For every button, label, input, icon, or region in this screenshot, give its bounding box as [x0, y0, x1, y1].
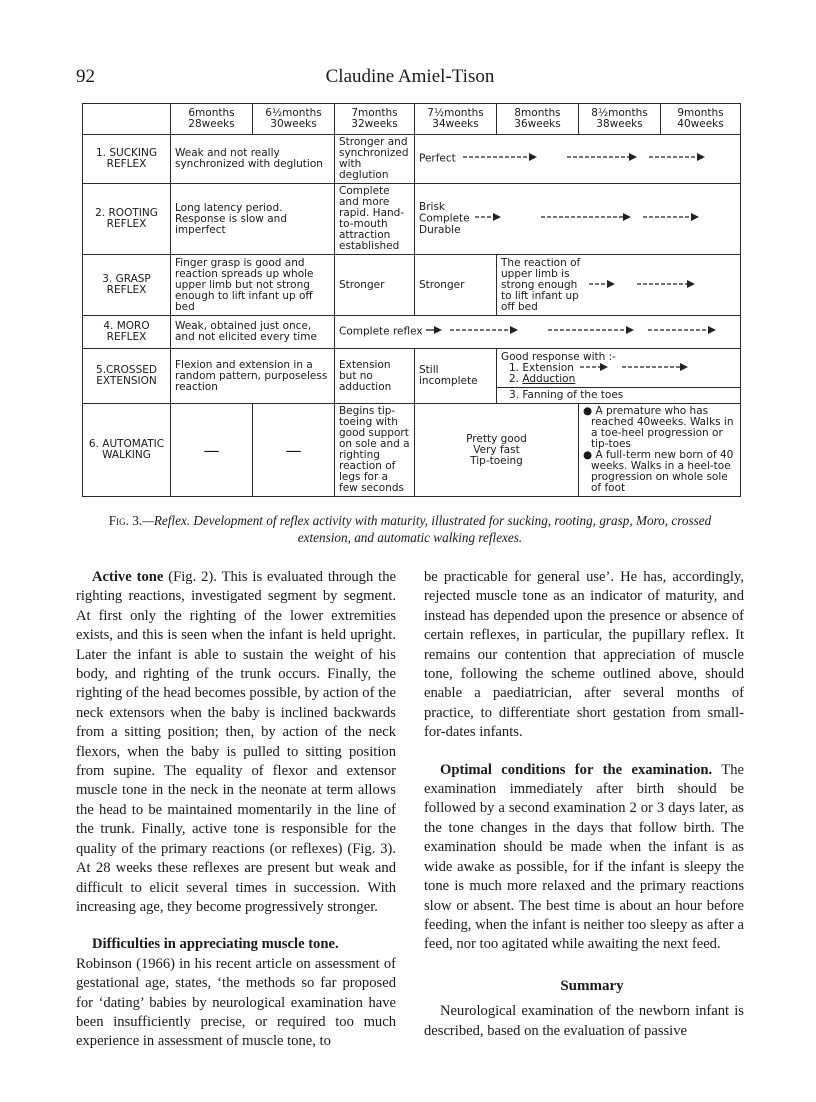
table-cell: Begins tip-toeing with good support on sole and a righting reaction of legs for a few seconds	[335, 404, 415, 497]
table-cell: Stronger	[335, 255, 415, 316]
table-cell: The reaction of upper limb is strong enough to lift infant up off bed	[497, 255, 741, 316]
table-row-moro	[83, 316, 741, 349]
page-header	[76, 66, 744, 96]
table-cell: Weak, obtained just once, and not elicited every time	[171, 316, 335, 349]
column-header: 6½months 30weeks	[253, 104, 335, 135]
table-cell: Flexion and extension in a random pattern, purposeless reaction	[171, 349, 335, 404]
dashed-arrow-icon	[473, 213, 699, 224]
row-label: 1. SUCKING REFLEX	[83, 135, 171, 184]
table-cell: —	[253, 404, 335, 497]
row-label: 5.CROSSED EXTENSION	[83, 349, 171, 404]
column-header: 7½months 34weeks	[415, 104, 497, 135]
table-cell: Stronger	[415, 255, 497, 316]
table-cell: Stronger and synchronized with deglution	[335, 135, 415, 184]
dashed-arrow-icon	[426, 326, 726, 337]
section-heading: Summary	[560, 977, 624, 994]
column-header: 7months 32weeks	[335, 104, 415, 135]
figure-caption: Fig. 3.—Reflex. Development of reflex activity with maturity, illustrated for sucking, rooting, grasp, Moro, crossed extension, and automatic walking reflexes.	[108, 513, 712, 545]
bullet-item: ● A full-term new born of 40 weeks. Walks in a heel-toe progression on whole sole of foot	[583, 449, 734, 494]
table-row-grasp	[83, 255, 741, 316]
row-label: 2. ROOTING REFLEX	[83, 184, 171, 255]
corner-cell	[83, 104, 171, 135]
table-row-rooting	[83, 184, 741, 255]
table-cell: Pretty good Very fast Tip-toeing	[415, 404, 579, 497]
right-column	[424, 568, 744, 1041]
dashed-arrow-icon	[459, 153, 705, 164]
bullet-item: ● A premature who has reached 40weeks. Walks in a toe-heel progression or tip-toes	[583, 405, 734, 450]
column-header: 6months 28weeks	[171, 104, 253, 135]
page-number: 92	[76, 66, 95, 87]
column-header: 9months 40weeks	[661, 104, 741, 135]
table-cell: Complete reflex	[335, 316, 741, 349]
column-header: 8months 36weeks	[497, 104, 579, 135]
row-label: 4. MORO REFLEX	[83, 316, 171, 349]
table-header-row	[83, 104, 741, 135]
table-row-crossed-extension	[83, 349, 741, 404]
paragraph: Optimal conditions for the examination. The examination immediately after birth should be followed by a second examination 2 or 3 days later, as the tone changes in the days that follow birth. The examination should be made when the infant is as wide awake as possible, for if the infant is sleepy the tone is much more relaxed and the primary reactions slow or absent. The best time is about an hour before feeding, when the infant is neither too sleepy as after a feed, nor too agitated while awaiting the next feed.	[424, 761, 744, 953]
table-cell: Extension but no adduction	[335, 349, 415, 404]
dashed-arrow-icon	[587, 280, 697, 291]
row-label: 3. GRASP REFLEX	[83, 255, 171, 316]
table-cell: Perfect	[415, 135, 741, 184]
paragraph: Difficulties in appreciating muscle tone.	[92, 936, 339, 953]
paragraph: Neurological examination of the newborn infant is described, based on the evaluation of passive	[424, 1003, 744, 1039]
dashed-arrow-icon	[578, 363, 690, 374]
column-header: 8½months 38weeks	[579, 104, 661, 135]
paragraph: Robinson (1966) in his recent article on assessment of gestational age, states, ‘the methods so far proposed for ‘dating’ babies by neurological examination have been insufficiently precise, or required too much experience in assessment of muscle tone, to	[76, 955, 396, 1050]
row-label: 6. AUTOMATIC WALKING	[83, 404, 171, 497]
reflex-table	[82, 103, 741, 497]
table-cell: Complete and more rapid. Hand-to-mouth attraction established	[335, 184, 415, 255]
table-cell: Long latency period. Response is slow and imperfect	[171, 184, 335, 255]
table-cell: Weak and not really synchronized with deglution	[171, 135, 335, 184]
paragraph: Active tone (Fig. 2). This is evaluated through the righting reactions, investigated segment by segment. At first only the righting of the lower extremities exists, and this is seen when the infant is held upright. Later the infant is able to sustain the weight of his body, and righting of the trunk occurs. Finally, the righting of the head becomes possible, by action of the neck extensors when the baby is inclined backwards from a sitting position; then, by action of the neck flexors, when the baby is pulled to sitting position from supine. The equality of flexor and extensor muscle tone in the neck in the neonate at term allows the head to be maintained momentarily in the line of the trunk. Finally, active tone is responsible for the quality of the primary reactions (or reflexes) (Fig. 3). At 28 weeks these reflexes are present but weak and difficult to elicit several times in succession. With increasing age, they become progressively stronger.	[76, 569, 396, 915]
table-row-automatic-walking	[83, 404, 741, 497]
left-column	[76, 568, 396, 1052]
table-cell: Brisk Complete Durable	[415, 184, 741, 255]
table-cell: Finger grasp is good and reaction spreads up whole upper limb but not strong enough to lift infant up off bed	[171, 255, 335, 316]
paragraph: be practicable for general use’. He has, accordingly, rejected muscle tone as an indicator of maturity, and instead has depended upon the presence or absence of certain reflexes, in particular, the pupillary reflex. It remains our contention that appreciation of muscle tone, following the scheme outlined above, should enable a paediatrician, after several months of practice, to differentiate short gestation from small-for-dates infants.	[424, 569, 744, 741]
table-cell: Good response with :- 1. Extension 2. Adduction 3. Fanning of the toes	[497, 349, 741, 404]
running-head: Claudine Amiel-Tison	[325, 66, 495, 87]
table-cell: —	[171, 404, 253, 497]
table-row-sucking	[83, 135, 741, 184]
table-cell: Still incomplete	[415, 349, 497, 404]
table-cell	[579, 404, 741, 497]
